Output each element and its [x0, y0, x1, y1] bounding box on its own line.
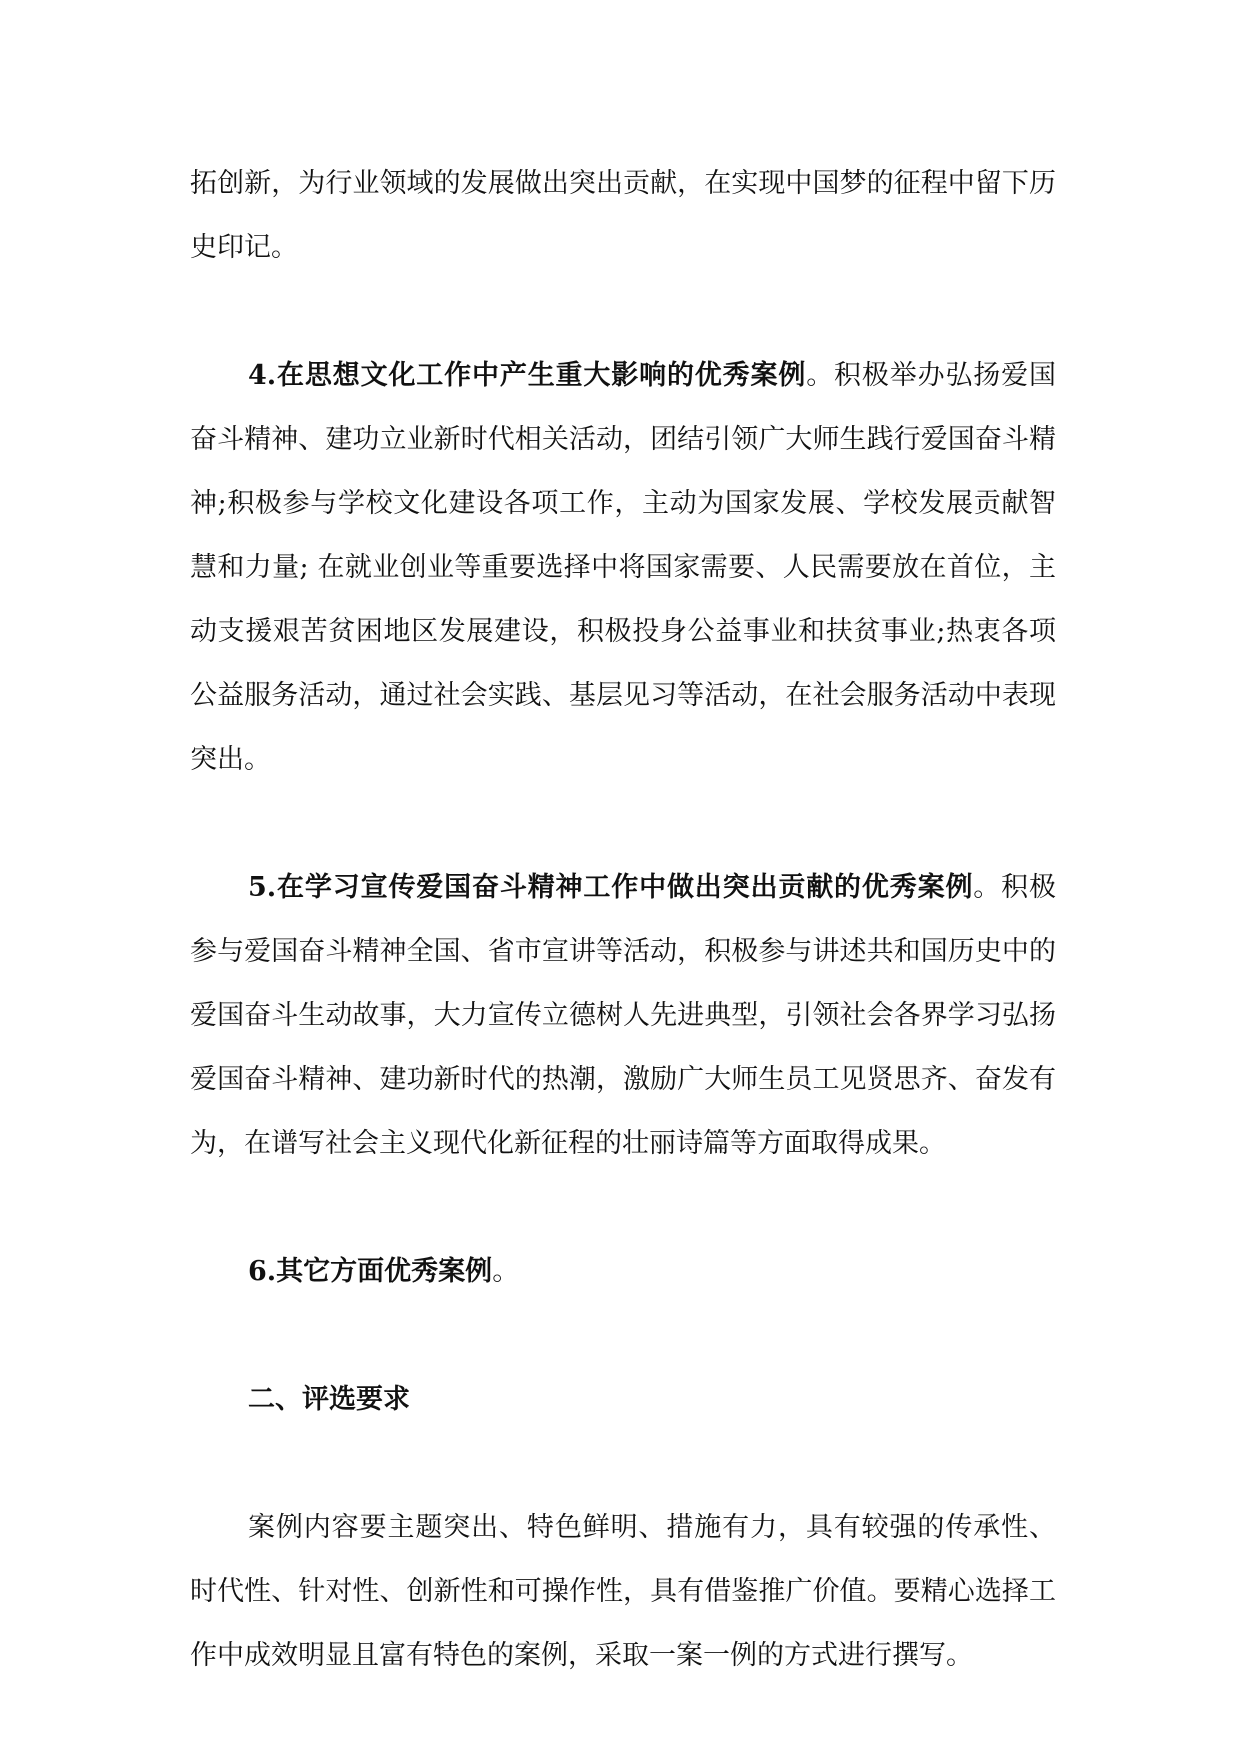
item-6-heading: 6.其它方面优秀案例	[248, 1256, 493, 1287]
item-6-body: 。	[492, 1256, 520, 1287]
item-4-body: 。积极举办弘扬爱国奋斗精神、建功立业新时代相关活动，团结引领广大师生践行爱国奋斗精神;积极参与学校文化建设各项工作，主动为国家发展、学校发展贡献智慧和力量; 在就业创业等重要选择中将国家需要、人民需要放在首位，主动支援艰苦贫困地区发展建设，积极投身公益事业和扶贫事业;热衷各项公益服务活动，通过社会实践、基层见习等活动，在社会服务活动中表现突出。	[190, 360, 1057, 775]
paragraph-continuation	[190, 152, 1056, 280]
paragraph-gap	[190, 1304, 1056, 1368]
paragraph-item-5	[190, 856, 1056, 1176]
paragraph-gap	[190, 280, 1056, 344]
section-heading-text: 二、评选要求	[248, 1384, 410, 1415]
paragraph-requirements	[190, 1496, 1056, 1688]
item-5-body: 。积极参与爱国奋斗精神全国、省市宣讲等活动，积极参与讲述共和国历史中的爱国奋斗生动故事，大力宣传立德树人先进典型，引领社会各界学习弘扬爱国奋斗精神、建功新时代的热潮，激励广大师生员工见贤思齐、奋发有为，在谱写社会主义现代化新征程的壮丽诗篇等方面取得成果。	[190, 872, 1056, 1159]
paragraph-item-4	[190, 344, 1056, 792]
paragraph-gap	[190, 792, 1056, 856]
item-4-heading: 4.在思想文化工作中产生重大影响的优秀案例	[248, 360, 807, 391]
document-body	[190, 152, 1056, 1688]
item-5-heading: 5.在学习宣传爱国奋斗精神工作中做出突出贡献的优秀案例	[248, 872, 974, 903]
paragraph-continuation-text: 拓创新，为行业领域的发展做出突出贡献，在实现中国梦的征程中留下历史印记。	[190, 168, 1056, 263]
paragraph-item-6	[190, 1240, 1056, 1304]
paragraph-requirements-text: 案例内容要主题突出、特色鲜明、措施有力，具有较强的传承性、时代性、针对性、创新性和可操作性，具有借鉴推广价值。要精心选择工作中成效明显且富有特色的案例，采取一案一例的方式进行撰写。	[190, 1512, 1056, 1671]
section-heading-evaluation-requirements	[190, 1368, 1056, 1432]
paragraph-gap	[190, 1176, 1056, 1240]
paragraph-gap	[190, 1432, 1056, 1496]
